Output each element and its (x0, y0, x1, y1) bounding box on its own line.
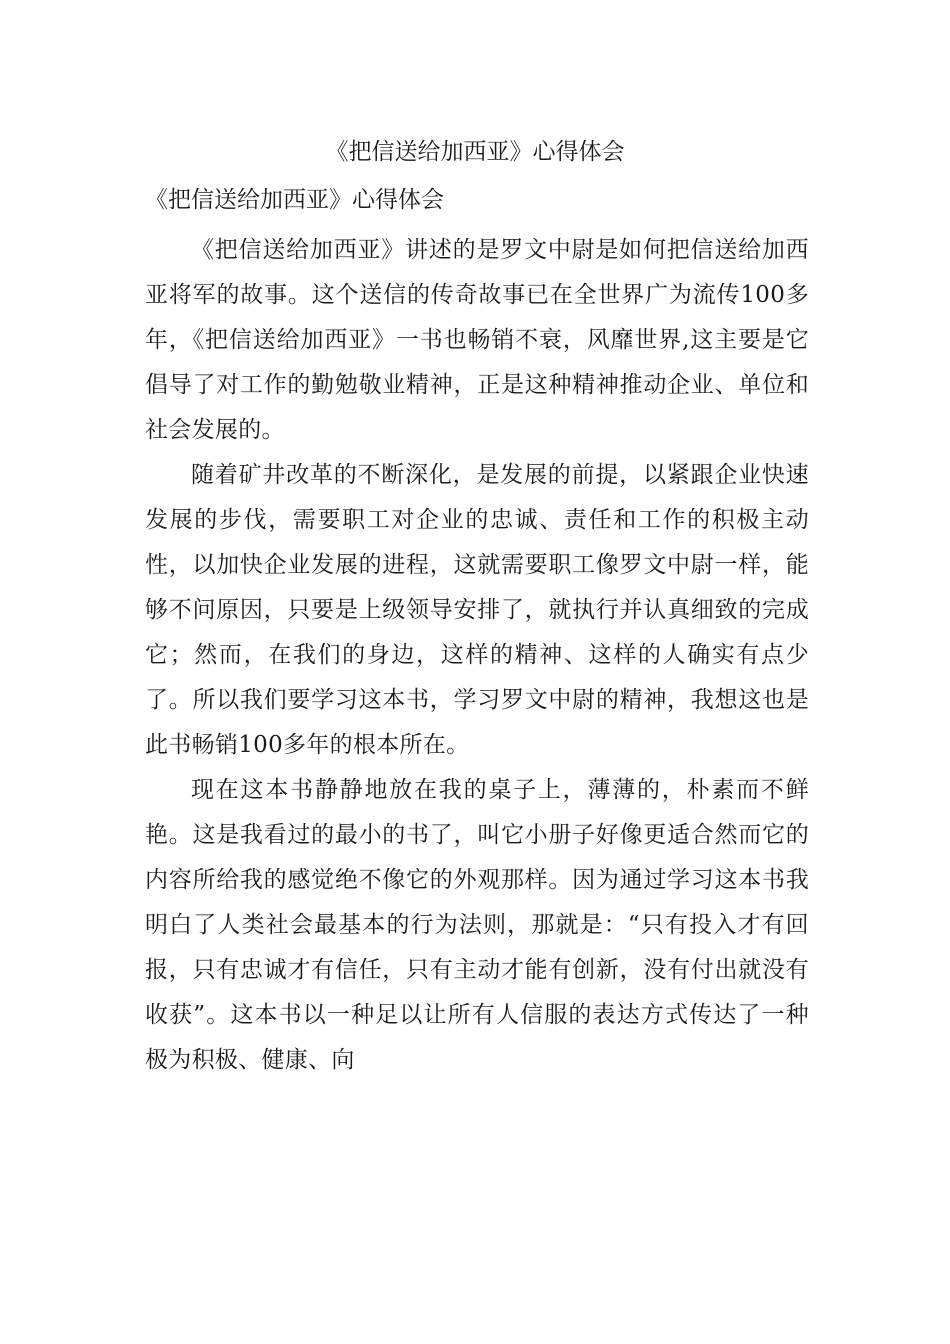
paragraph-3: 现在这本书静静地放在我的桌子上，薄薄的，朴素而不鲜艳。这是我看过的最小的书了，叫它小册子好像更适合然而它的内容所给我的感觉绝不像它的外观那样。因为通过学习这本书我明白了人类社会最基本的行为法则，那就是：“只有投入才有回报，只有忠诚才有信任，只有主动才能有创新，没有付出就没有收获”。这本书以一种足以让所有人信服的表达方式传达了一种极为积极、健康、向 (145, 777, 809, 1073)
document-subtitle: 《把信送给加西亚》心得体会 (145, 187, 444, 213)
paragraph-1: 《把信送给加西亚》讲述的是罗文中尉是如何把信送给加西亚将军的故事。这个送信的传奇故事已在全世界广为流传100多年，《把信送给加西亚》一书也畅销不衰，风靡世界,这主要是它倡导了对工作的勤勉敬业精神，正是这种精神推动企业、单位和社会发展的。 (145, 237, 809, 443)
document-title: 《把信送给加西亚》心得体会 (325, 139, 625, 165)
document-body (145, 228, 809, 1083)
paragraph-2: 随着矿井改革的不断深化，是发展的前提，以紧跟企业快速发展的步伐，需要职工对企业的忠诚、责任和工作的积极主动性，以加快企业发展的进程，这就需要职工像罗文中尉一样，能够不问原因，只要是上级领导安排了，就执行并认真细致的完成它；然而，在我们的身边，这样的精神、这样的人确实有点少了。所以我们要学习这本书，学习罗文中尉的精神，我想这也是此书畅销100多年的根本所在。 (145, 462, 809, 758)
